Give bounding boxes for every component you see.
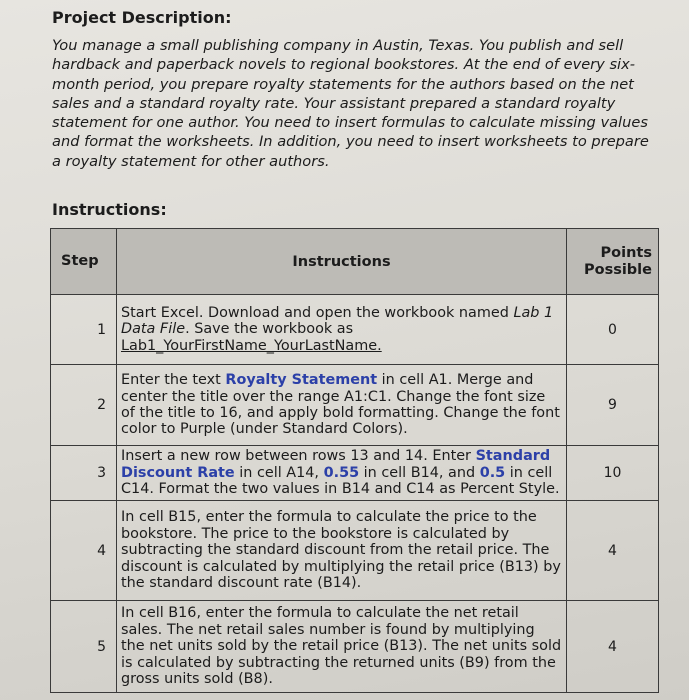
table-row xyxy=(51,601,659,693)
table-row xyxy=(51,501,659,601)
points-value: 4 xyxy=(567,601,659,693)
instruction-text-part: in cell A14, xyxy=(234,464,324,481)
column-header-points: Points Possible xyxy=(567,229,659,295)
instruction-text-part: Insert a new row between rows 13 and 14. Enter xyxy=(121,448,476,465)
step-number: 2 xyxy=(51,365,117,446)
instruction-text xyxy=(117,446,567,501)
instructions-table xyxy=(50,228,659,693)
instruction-text-part: Enter the text xyxy=(121,372,226,389)
instruction-text xyxy=(117,601,567,693)
instruction-text xyxy=(117,365,567,446)
instruction-text-part: Start Excel. Download and open the workbook named xyxy=(121,304,514,321)
highlighted-value: 0.5 xyxy=(479,464,506,481)
project-description-title: Project Description: xyxy=(52,8,232,27)
highlighted-term: Standard Discount Rate xyxy=(121,448,551,481)
column-header-instructions: Instructions xyxy=(117,229,567,295)
instruction-text-part: In cell B16, enter the formula to calculate the net retail sales. The net retail sales number is found by multiplying the net units sold by the retail price (B13). The net units sold is calculated by subtracting the returned units (B9) from the gross units sold (B8). xyxy=(121,605,562,688)
instruction-text xyxy=(117,501,567,601)
points-value: 0 xyxy=(567,295,659,365)
points-value: 4 xyxy=(567,501,659,601)
table-row xyxy=(51,295,659,365)
table-row xyxy=(51,365,659,446)
highlighted-value: 0.55 xyxy=(323,464,360,481)
step-number: 4 xyxy=(51,501,117,601)
instruction-text-part: . Save the workbook as xyxy=(185,321,354,338)
step-number: 5 xyxy=(51,601,117,693)
instructions-heading: Instructions: xyxy=(52,200,167,219)
points-value: 10 xyxy=(567,446,659,501)
points-value: 9 xyxy=(567,365,659,446)
instruction-text-part: in cell A1. Merge and center the title over the range A1:C1. Change the font size of the title to 16, and apply bold formatting. Change the font color to Purple (under Standard Colors). xyxy=(121,372,560,438)
instruction-text xyxy=(117,295,567,365)
instruction-text-part: in cell B14, and xyxy=(359,464,480,481)
file-name: Lab 1 Data File xyxy=(121,304,554,338)
column-header-step: Step xyxy=(51,229,117,295)
highlighted-term: Royalty Statement xyxy=(225,372,378,389)
instruction-text-part: In cell B15, enter the formula to calculate the price to the bookstore. The price to the bookstore is calculated by subtracting the standard discount from the retail price. The discount is calculated by multiplying the retail price (B13) by the standard discount rate (B14). xyxy=(121,509,561,592)
table-header-row xyxy=(51,229,659,295)
instruction-text-part: in cell C14. Format the two values in B14 and C14 as Percent Style. xyxy=(121,464,560,498)
table-row xyxy=(51,446,659,501)
saved-file-name: Lab1_YourFirstName_YourLastName. xyxy=(121,337,382,354)
step-number: 1 xyxy=(51,295,117,365)
step-number: 3 xyxy=(51,446,117,501)
project-description-text: You manage a small publishing company in Austin, Texas. You publish and sell hardback and paperback novels to regional bookstores. At the end of every six-month period, you prepare royalty statements for the authors based on the net sales and a standard royalty rate. Your assistant prepared a standard royalty statement for one author. You need to insert formulas to calculate missing values and format the worksheets. In addition, you need to insert worksheets to prepare a royalty statement for other authors. xyxy=(52,37,649,170)
